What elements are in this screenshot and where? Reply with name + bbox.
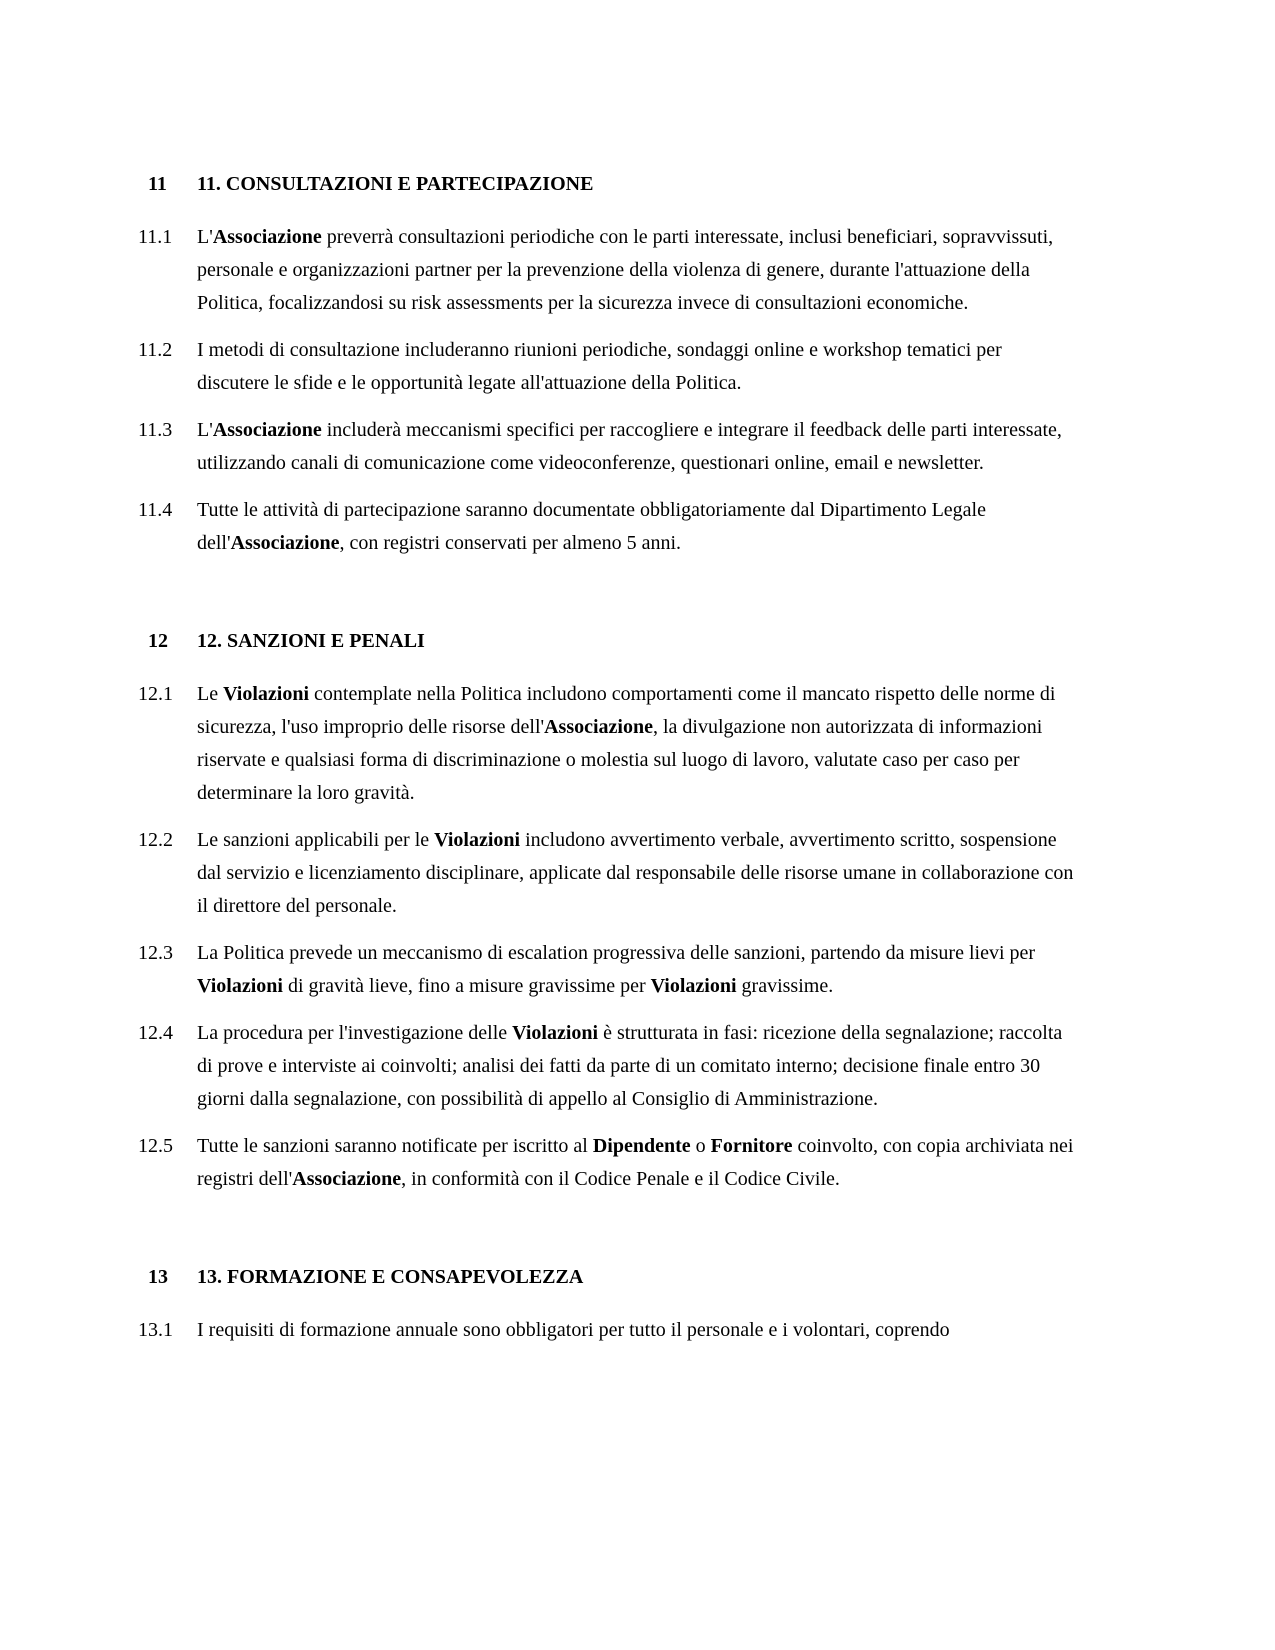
clause (138, 494, 1175, 560)
section-title: 11. CONSULTAZIONI E PARTECIPAZIONE (197, 173, 594, 195)
clause (138, 937, 1175, 1003)
clause (138, 824, 1175, 923)
clause-text: L'Associazione preverrà consultazioni periodiche con le parti interessate, inclusi beneficiari, sopravvissuti, personale e organizzazioni partner per la prevenzione della violenza di genere, durante l'attuazione della Politica, focalizzandosi su risk assessments per la sicurezza invece di consultazioni economiche. (197, 226, 1054, 314)
section-formazione (138, 1261, 1175, 1361)
clause-number: 11.2 (138, 339, 173, 361)
section-heading (138, 1261, 1175, 1294)
section-title: 13. FORMAZIONE E CONSAPEVOLEZZA (197, 1266, 584, 1288)
clause-number: 12.1 (138, 683, 173, 705)
section-heading (138, 625, 1175, 658)
section-number: 12 (148, 630, 168, 652)
clause-text: L'Associazione includerà meccanismi specifici per raccogliere e integrare il feedback delle parti interessate, utilizzando canali di comunicazione come videoconferenze, questionari online, email e newsletter. (197, 419, 1062, 474)
section-consultazioni (138, 168, 1175, 574)
clause-text: La procedura per l'investigazione delle Violazioni è strutturata in fasi: ricezione della segnalazione; raccolta di prove e interviste ai coinvolti; analisi dei fatti da parte di un comitato interno; decisione finale entro 30 giorni dalla segnalazione, con possibilità di appello al Consiglio di Amministrazione. (197, 1022, 1063, 1110)
clause-text: Le sanzioni applicabili per le Violazioni includono avvertimento verbale, avvertimento scritto, sospensione dal servizio e licenziamento disciplinare, applicate dal responsabile delle risorse umane in collaborazione con il direttore del personale. (197, 829, 1074, 917)
clause-number: 11.1 (138, 226, 173, 248)
section-sanzioni (138, 625, 1175, 1210)
clause (138, 1017, 1175, 1116)
section-number: 11 (148, 173, 167, 195)
clause (138, 1314, 1175, 1347)
clause-text: La Politica prevede un meccanismo di escalation progressiva delle sanzioni, partendo da misure lievi per Violazioni di gravità lieve, fino a misure gravissime per Violazioni gravissime. (197, 942, 1036, 997)
clause-number: 12.4 (138, 1022, 173, 1044)
clause (138, 414, 1175, 480)
clause-text: Tutte le sanzioni saranno notificate per iscritto al Dipendente o Fornitore coinvolto, con copia archiviata nei registri dell'Associazione, in conformità con il Codice Penale e il Codice Civile. (197, 1135, 1074, 1190)
clause-text: I metodi di consultazione includeranno riunioni periodiche, sondaggi online e workshop tematici per discutere le sfide e le opportunità legate all'attuazione della Politica. (197, 339, 1002, 394)
clause-number: 11.3 (138, 419, 173, 441)
clause-number: 13.1 (138, 1319, 173, 1341)
section-title: 12. SANZIONI E PENALI (197, 630, 425, 652)
clause-number: 11.4 (138, 499, 173, 521)
clause-text: I requisiti di formazione annuale sono obbligatori per tutto il personale e i volontari, coprendo (197, 1319, 950, 1341)
clause (138, 334, 1175, 400)
clause (138, 221, 1175, 320)
section-number: 13 (148, 1266, 168, 1288)
clause-number: 12.5 (138, 1135, 173, 1157)
clause-number: 12.3 (138, 942, 173, 964)
clause-text: Le Violazioni contemplate nella Politica includono comportamenti come il mancato rispetto delle norme di sicurezza, l'uso improprio delle risorse dell'Associazione, la divulgazione non autorizzata di informazioni riservate e qualsiasi forma di discriminazione o molestia sul luogo di lavoro, valutate caso per caso per determinare la loro gravità. (197, 683, 1056, 804)
clause (138, 678, 1175, 810)
clause-number: 12.2 (138, 829, 173, 851)
section-heading (138, 168, 1175, 201)
clause (138, 1130, 1175, 1196)
clause-text: Tutte le attività di partecipazione saranno documentate obbligatoriamente dal Dipartimento Legale dell'Associazione, con registri conservati per almeno 5 anni. (197, 499, 986, 554)
